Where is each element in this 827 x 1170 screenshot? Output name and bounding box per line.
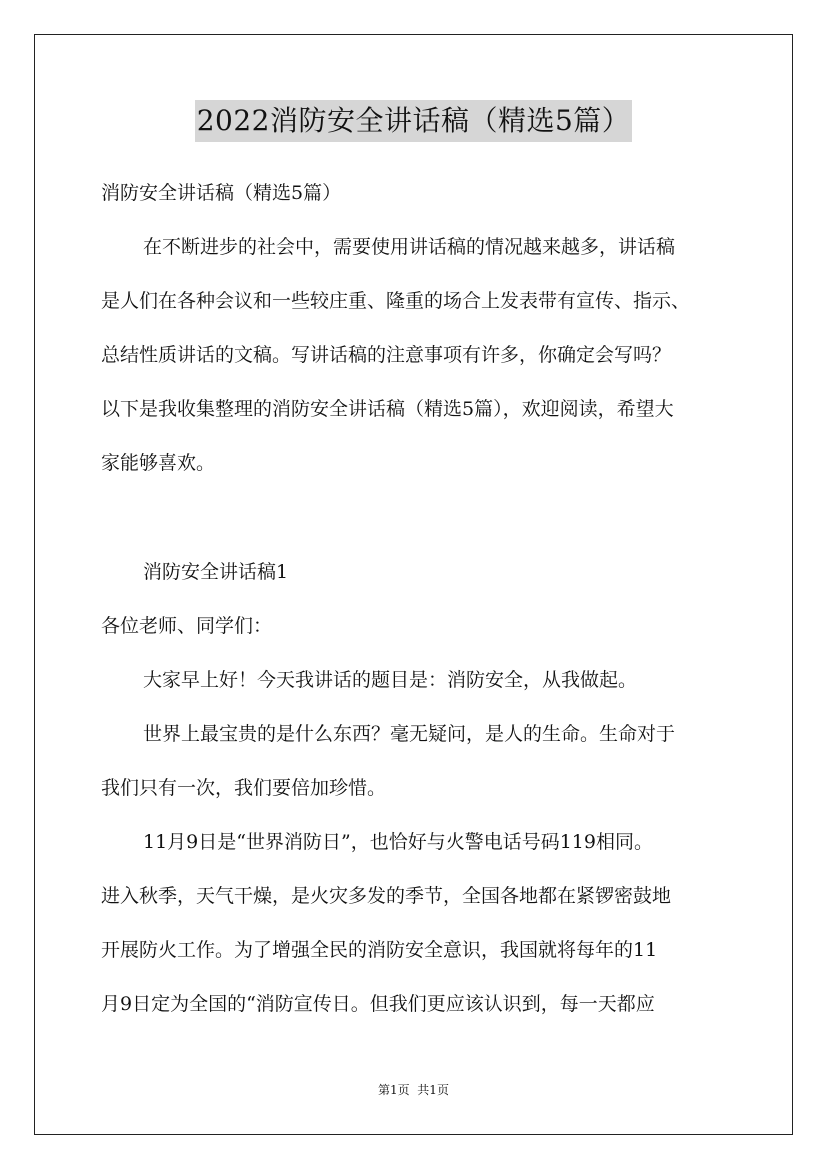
salutation-line: 各位老师、同学们： — [101, 615, 273, 637]
paragraph-line: 是人们在各种会议和一些较庄重、隆重的场合上发表带有宣传、指示、 — [101, 290, 691, 312]
page-footer: 第1页 共1页 — [378, 1083, 449, 1097]
paragraph-line: 开展防火工作。为了增强全民的消防安全意识，我国就将每年的11 — [101, 939, 658, 961]
paragraph-line: 总结性质讲话的文稿。写讲话稿的注意事项有许多，你确定会写吗？ — [101, 344, 672, 366]
section-heading: 消防安全讲话稿1 — [143, 561, 289, 583]
paragraph-line: 在不断进步的社会中，需要使用讲话稿的情况越来越多，讲话稿 — [143, 236, 676, 258]
paragraph-line: 大家早上好！今天我讲话的题目是：消防安全，从我做起。 — [143, 669, 638, 691]
paragraph-line: 家能够喜欢。 — [101, 452, 216, 474]
paragraph-line: 以下是我收集整理的消防安全讲话稿（精选5篇），欢迎阅读，希望大 — [101, 398, 674, 420]
paragraph-line: 月9日定为全国的“消防宣传日。但我们更应该认识到，每一天都应 — [101, 993, 655, 1015]
subtitle-line: 消防安全讲话稿（精选5篇） — [101, 182, 342, 204]
paragraph-line: 11月9日是“世界消防日”，也恰好与火警电话号码119相同。 — [143, 831, 653, 853]
title-container — [0, 100, 827, 142]
document-title: 2022消防安全讲话稿（精选5篇） — [195, 100, 633, 142]
paragraph-line: 我们只有一次，我们要倍加珍惜。 — [101, 777, 387, 799]
paragraph-line: 进入秋季，天气干燥，是火灾多发的季节，全国各地都在紧锣密鼓地 — [101, 885, 672, 907]
paragraph-line: 世界上最宝贵的是什么东西？毫无疑问，是人的生命。生命对于 — [143, 723, 676, 745]
